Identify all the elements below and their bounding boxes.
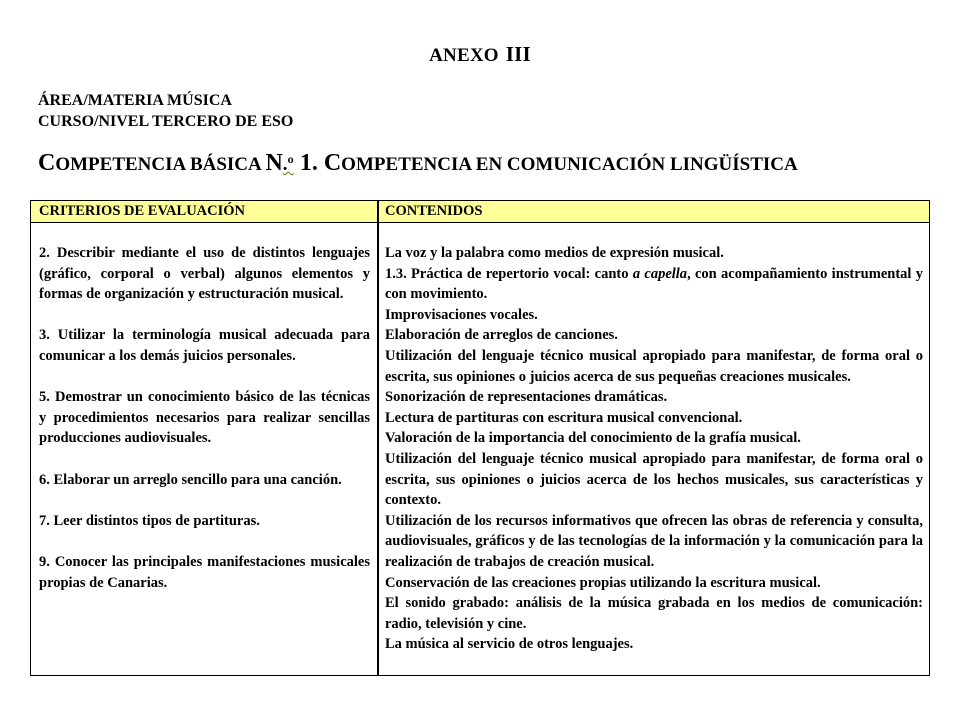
- course-level: CURSO/NIVEL TERCERO DE ESO: [38, 113, 294, 130]
- contents-header: CONTENIDOS: [385, 203, 483, 219]
- criterion-item: 9. Conocer las principales manifestaciones musicales propias de Canarias.: [39, 553, 370, 591]
- content-item: Sonorización de representaciones dramáticas.: [385, 389, 668, 406]
- annex-number: III: [505, 42, 531, 66]
- criterion-item: 2. Describir mediante el uso de distintos lenguajes (gráfico, corporal o verbal) algunos elementos y formas de organización y estructuración musical.: [39, 245, 370, 303]
- competence-heading: [38, 150, 798, 177]
- criterion-item: 6. Elaborar un arreglo sencillo para una canción.: [39, 471, 342, 488]
- column-divider: [377, 201, 379, 675]
- area-subject: ÁREA/MATERIA MÚSICA: [38, 92, 232, 109]
- content-item: Conservación de las creaciones propias utilizando la escritura musical.: [385, 574, 821, 591]
- content-item: Lectura de partituras con escritura musical convencional.: [385, 409, 743, 426]
- content-text: , con acompañamiento instrumental y con movimiento.: [385, 265, 923, 303]
- content-item: Elaboración de arreglos de canciones.: [385, 327, 618, 344]
- criterion-item: 7. Leer distintos tipos de partituras.: [39, 512, 260, 529]
- content-item: La voz y la palabra como medios de expresión musical.: [385, 245, 724, 261]
- competence-part-2: OMPETENCIA EN COMUNICACIÓN LINGÜÍSTICA: [341, 154, 798, 175]
- competence-number: 1.: [293, 150, 324, 176]
- competence-degree: .º: [282, 154, 294, 175]
- criterion-item: 5. Demostrar un conocimiento básico de las técnicas y procedimientos necesarios para realizar sencillas producciones audiovisuales.: [39, 389, 370, 447]
- content-item: Utilización del lenguaje técnico musical apropiado para manifestar, de forma oral o escrita, sus opiniones o juicios acerca de los hechos musicales, sus características y contexto.: [385, 450, 923, 509]
- criteria-column: [39, 243, 370, 614]
- competence-initial-2: C: [323, 150, 342, 176]
- criteria-header: CRITERIOS DE EVALUACIÓN: [39, 203, 246, 219]
- criterion-item: 3. Utilizar la terminología musical adecuada para comunicar a los demás juicios personales.: [39, 327, 370, 364]
- annex-title: [0, 42, 960, 67]
- content-text: 1.3. Práctica de repertorio vocal: canto: [385, 265, 633, 282]
- content-item-vocal-repertoire: [385, 264, 923, 305]
- content-item: Valoración de la importancia del conocimiento de la grafía musical.: [385, 430, 801, 447]
- annex-label: ANEXO: [429, 45, 499, 66]
- competence-initial-1: C: [38, 150, 56, 176]
- competence-part-1: OMPETENCIA BÁSICA: [55, 154, 266, 175]
- criteria-contents-table: [30, 200, 930, 676]
- content-item: Improvisaciones vocales.: [385, 306, 538, 323]
- content-item: Utilización de los recursos informativos que ofrecen las obras de referencia y consulta, audiovisuales, gráficos y de las tecnologías de la información y la comunicación para la realización de trabajos de creación musical.: [385, 512, 923, 570]
- content-item: El sonido grabado: análisis de la música grabada en los medios de comunicación: radio, televisión y cine.: [385, 595, 923, 632]
- contents-column: [385, 243, 923, 655]
- competence-n: N: [265, 150, 283, 176]
- content-italic-term: a capella: [632, 265, 688, 282]
- table-header-row: [31, 201, 929, 223]
- content-item: Utilización del lenguaje técnico musical apropiado para manifestar, de forma oral o escrita, sus opiniones o juicios acerca de sus pequeñas creaciones musicales.: [385, 347, 923, 385]
- content-item: La música al servicio de otros lenguajes.: [385, 636, 634, 653]
